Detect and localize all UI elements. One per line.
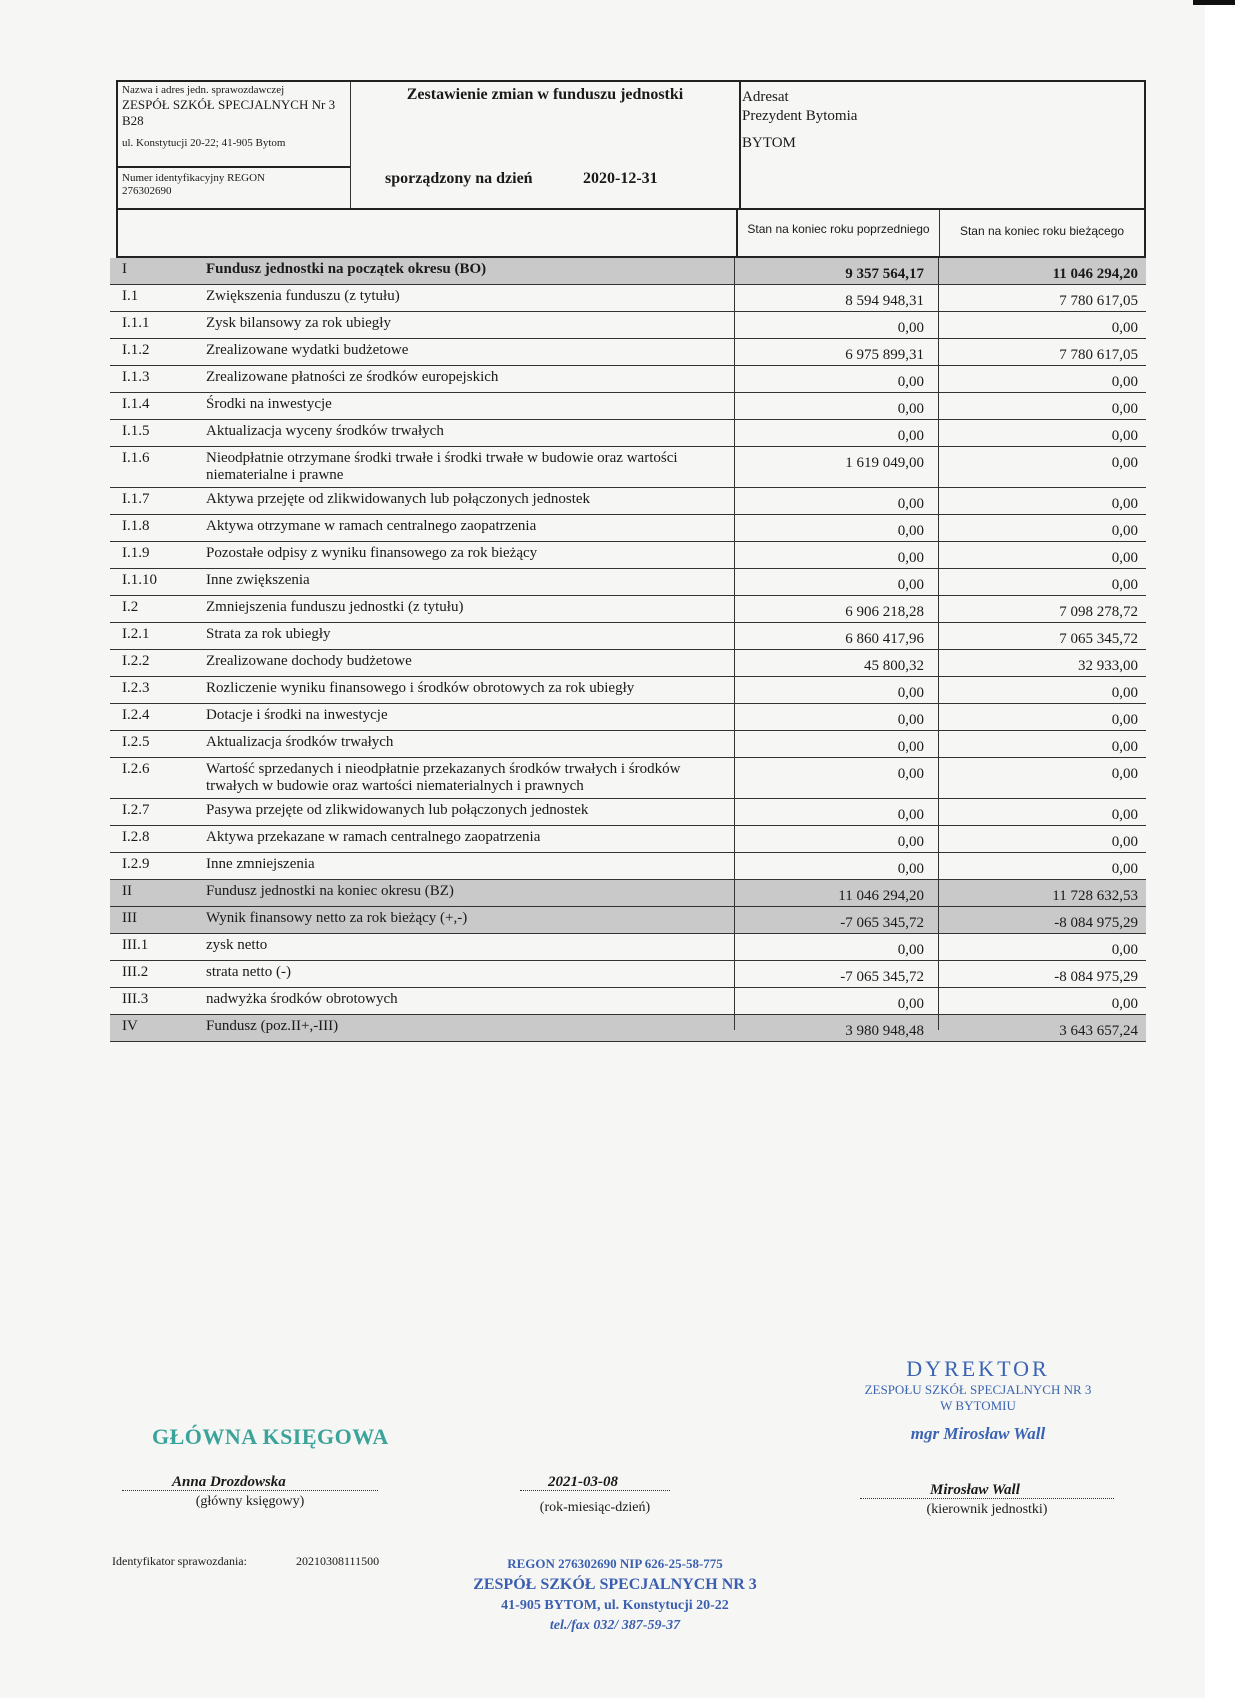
row-id: I.1.5: [122, 423, 150, 439]
row-value-prev: 0,00: [897, 550, 924, 566]
school-stamp: [470, 1556, 760, 1634]
row-value-prev: 0,00: [897, 320, 924, 336]
row-value-curr: 7 780 617,05: [1059, 293, 1138, 309]
row-value-prev: 0,00: [897, 496, 924, 512]
table-row: [110, 704, 1146, 731]
table-row: [110, 420, 1146, 447]
table-row: [110, 799, 1146, 826]
table-row: [110, 515, 1146, 542]
report-id-value: 20210308111500: [296, 1554, 380, 1568]
accountant-name: Anna Drozdowska: [172, 1474, 286, 1490]
row-value-prev: 0,00: [897, 712, 924, 728]
table-row: [110, 934, 1146, 961]
director-stamp-name: mgr Mirosław Wall: [910, 1424, 1046, 1443]
row-value-curr: 7 780 617,05: [1059, 347, 1138, 363]
row-description: zysk netto: [206, 937, 268, 953]
row-description: Zysk bilansowy za rok ubiegły: [206, 315, 391, 331]
row-description: Inne zwiększenia: [206, 572, 310, 588]
row-value-curr: 0,00: [1111, 807, 1138, 823]
row-value-curr: 3 643 657,24: [1059, 1023, 1138, 1039]
row-value-prev: 9 357 564,17: [845, 266, 924, 282]
date-caption: (rok-miesiąc-dzień): [539, 1500, 651, 1515]
fund-table: [110, 258, 1146, 1042]
row-value-prev: 0,00: [897, 807, 924, 823]
row-description: Inne zmniejszenia: [206, 856, 315, 872]
scan-mark: [1193, 0, 1235, 5]
row-id: III: [122, 910, 137, 926]
row-id: I.2.8: [122, 829, 150, 845]
table-row: [110, 826, 1146, 853]
table-row: [110, 880, 1146, 907]
row-description: Nieodpłatnie otrzymane środki trwałe i środki trwałe w budowie oraz wartości niematerialne i prawne: [206, 450, 678, 483]
table-row: [110, 366, 1146, 393]
table-row: [110, 961, 1146, 988]
row-description: Aktywa przekazane w ramach centralnego zaopatrzenia: [206, 829, 541, 845]
row-value-curr: 0,00: [1111, 320, 1138, 336]
row-id: I.1.8: [122, 518, 150, 534]
row-id: I.2.9: [122, 856, 150, 872]
director-stamp-school: ZESPOŁU SZKÓŁ SPECJALNYCH NR 3: [864, 1382, 1092, 1397]
table-row: [110, 488, 1146, 515]
report-title: Zestawienie zmian w funduszu jednostki: [406, 86, 684, 103]
page-edge: [1205, 0, 1235, 1698]
row-value-curr: 0,00: [1111, 766, 1138, 782]
report-id-label: Identyfikator sprawozdania:: [112, 1554, 247, 1568]
row-id: I.1: [122, 288, 139, 304]
column-header-row: [116, 208, 1146, 258]
column-header-curr: Stan na koniec roku bieżącego: [959, 224, 1125, 238]
school-stamp-phone: tel./fax 032/ 387-59-37: [549, 1618, 681, 1633]
row-id: I.2.5: [122, 734, 150, 750]
signature-date: 2021-03-08: [548, 1474, 618, 1490]
row-value-prev: 6 975 899,31: [845, 347, 924, 363]
addressee-block: [742, 88, 857, 153]
addressee-name: Prezydent Bytomia: [742, 108, 858, 124]
table-row: [110, 285, 1146, 312]
row-id: I.1.4: [122, 396, 150, 412]
row-value-curr: 0,00: [1111, 496, 1138, 512]
row-value-curr: 0,00: [1111, 374, 1138, 390]
prepared-label: sporządzony na dzień: [385, 170, 533, 187]
table-row: [110, 393, 1146, 420]
table-row: [110, 312, 1146, 339]
accountant-caption: (główny księgowy): [195, 1494, 305, 1509]
row-value-prev: 0,00: [897, 942, 924, 958]
row-value-curr: 7 065 345,72: [1059, 631, 1138, 647]
row-value-prev: -7 065 345,72: [840, 915, 924, 931]
regon-value: 276302690: [122, 185, 172, 197]
row-value-curr: 0,00: [1111, 428, 1138, 444]
addressee-label: Adresat: [742, 89, 789, 105]
director-stamp: [848, 1356, 1108, 1444]
row-description: Dotacje i środki na inwestycje: [206, 707, 388, 723]
row-description: strata netto (-): [206, 964, 291, 980]
row-description: Pozostałe odpisy z wyniku finansowego za rok bieżący: [206, 545, 538, 561]
row-id: I.2.6: [122, 761, 150, 777]
row-value-prev: 1 619 049,00: [845, 455, 924, 471]
row-description: Fundusz jednostki na początek okresu (BO): [206, 261, 487, 277]
table-row: [110, 339, 1146, 366]
entity-block: [118, 82, 351, 210]
row-value-curr: 11 728 632,53: [1052, 888, 1138, 904]
row-value-prev: 0,00: [897, 739, 924, 755]
report-header: [116, 80, 1146, 210]
row-value-prev: -7 065 345,72: [840, 969, 924, 985]
row-description: Fundusz jednostki na koniec okresu (BZ): [206, 883, 454, 899]
row-id: I.1.10: [122, 572, 157, 588]
row-value-prev: 0,00: [897, 577, 924, 593]
accountant-stamp: GŁÓWNA KSIĘGOWA: [152, 1424, 389, 1449]
row-id: I.1.6: [122, 450, 150, 466]
row-value-curr: 0,00: [1111, 996, 1138, 1012]
table-row: [110, 853, 1146, 880]
entity-label: Nazwa i adres jedn. sprawozdawczej: [122, 84, 285, 96]
row-id: I.1.2: [122, 342, 150, 358]
row-id: I: [122, 261, 127, 277]
entity-box: [118, 82, 350, 168]
table-row: [110, 623, 1146, 650]
row-value-curr: 11 046 294,20: [1052, 266, 1138, 282]
row-description: Środki na inwestycje: [206, 396, 332, 412]
row-value-curr: 0,00: [1111, 523, 1138, 539]
row-value-prev: 0,00: [897, 374, 924, 390]
row-value-prev: 3 980 948,48: [845, 1023, 924, 1039]
row-value-prev: 6 860 417,96: [845, 631, 924, 647]
table-row: [110, 258, 1146, 285]
row-description: Zmniejszenia funduszu jednostki (z tytułu): [206, 599, 464, 615]
row-id: I.1.7: [122, 491, 150, 507]
row-description: Zrealizowane wydatki budżetowe: [206, 342, 409, 358]
table-row: [110, 569, 1146, 596]
row-description: Aktywa otrzymane w ramach centralnego zaopatrzenia: [206, 518, 537, 534]
row-id: II: [122, 883, 132, 899]
row-value-curr: 7 098 278,72: [1059, 604, 1138, 620]
table-row: [110, 1015, 1146, 1042]
row-id: I.1.1: [122, 315, 150, 331]
row-description: Zrealizowane dochody budżetowe: [206, 653, 412, 669]
row-value-curr: 0,00: [1111, 712, 1138, 728]
table-row: [110, 988, 1146, 1015]
row-description: Zwiększenia funduszu (z tytułu): [206, 288, 400, 304]
row-value-prev: 0,00: [897, 861, 924, 877]
row-value-prev: 11 046 294,20: [838, 888, 924, 904]
row-id: I.2.1: [122, 626, 150, 642]
row-value-prev: 0,00: [897, 996, 924, 1012]
entity-name: ZESPÓŁ SZKÓŁ SPECJALNYCH Nr 3 B28: [122, 97, 336, 128]
table-row: [110, 677, 1146, 704]
row-id: III.1: [122, 937, 149, 953]
table-row: [110, 907, 1146, 934]
row-id: I.2.3: [122, 680, 150, 696]
row-description: nadwyżka środków obrotowych: [206, 991, 398, 1007]
column-header-prev: Stan na koniec roku poprzedniego: [736, 210, 940, 256]
prepared-date: 2020-12-31: [583, 170, 658, 187]
regon-label: Numer identyfikacyjny REGON: [122, 172, 265, 184]
row-description: Wartość sprzedanych i nieodpłatnie przekazanych środków trwałych i środków trwałych w budowie oraz wartości niematerialnych i prawnych: [206, 761, 681, 794]
row-id: IV: [122, 1018, 138, 1034]
row-id: I.1.3: [122, 369, 150, 385]
row-value-curr: 0,00: [1111, 834, 1138, 850]
addressee-city: BYTOM: [742, 135, 796, 151]
school-stamp-name: ZESPÓŁ SZKÓŁ SPECJALNYCH NR 3: [473, 1576, 757, 1593]
column-divider: [938, 258, 939, 1030]
row-value-prev: 8 594 948,31: [845, 293, 924, 309]
row-value-prev: 0,00: [897, 401, 924, 417]
director-name: Mirosław Wall: [930, 1482, 1020, 1498]
row-value-curr: 0,00: [1111, 685, 1138, 701]
table-row: [110, 758, 1146, 799]
row-id: III.3: [122, 991, 149, 1007]
row-id: III.2: [122, 964, 149, 980]
row-value-prev: 0,00: [897, 685, 924, 701]
table-row: [110, 650, 1146, 677]
row-description: Aktywa przejęte od zlikwidowanych lub połączonych jednostek: [206, 491, 591, 507]
row-description: Rozliczenie wyniku finansowego i środków obrotowych za rok ubiegły: [206, 680, 635, 696]
director-caption: (kierownik jednostki): [926, 1502, 1048, 1517]
row-value-prev: 6 906 218,28: [845, 604, 924, 620]
row-description: Zrealizowane płatności ze środków europejskich: [206, 369, 499, 385]
director-stamp-title: DYREKTOR: [906, 1356, 1050, 1381]
row-id: I.2.2: [122, 653, 150, 669]
row-value-curr: 0,00: [1111, 942, 1138, 958]
row-value-curr: -8 084 975,29: [1054, 915, 1138, 931]
row-description: Wynik finansowy netto za rok bieżący (+,-): [206, 910, 468, 926]
row-value-curr: 0,00: [1111, 739, 1138, 755]
table-row: [110, 731, 1146, 758]
school-stamp-address: 41-905 BYTOM, ul. Konstytucji 20-22: [501, 1598, 729, 1613]
row-value-prev: 0,00: [897, 428, 924, 444]
school-stamp-ids: REGON 276302690 NIP 626-25-58-775: [507, 1556, 723, 1571]
row-value-curr: 0,00: [1111, 577, 1138, 593]
row-value-prev: 0,00: [897, 523, 924, 539]
director-stamp-city: W BYTOMIU: [940, 1398, 1016, 1413]
row-description: Pasywa przejęte od zlikwidowanych lub połączonych jednostek: [206, 802, 589, 818]
row-description: Aktualizacja środków trwałych: [206, 734, 394, 750]
row-value-curr: 0,00: [1111, 550, 1138, 566]
entity-address: ul. Konstytucji 20-22; 41-905 Bytom: [122, 137, 286, 149]
column-divider: [734, 258, 735, 1030]
table-row: [110, 447, 1146, 488]
regon-box: [118, 170, 350, 210]
row-value-curr: 32 933,00: [1078, 658, 1138, 674]
row-value-curr: -8 084 975,29: [1054, 969, 1138, 985]
row-value-prev: 0,00: [897, 766, 924, 782]
row-value-curr: 0,00: [1111, 401, 1138, 417]
row-description: Aktualizacja wyceny środków trwałych: [206, 423, 444, 439]
title-block: [351, 82, 741, 210]
row-value-curr: 0,00: [1111, 861, 1138, 877]
row-description: Fundusz (poz.II+,-III): [206, 1018, 339, 1034]
table-row: [110, 542, 1146, 569]
table-row: [110, 596, 1146, 623]
row-description: Strata za rok ubiegły: [206, 626, 331, 642]
row-value-curr: 0,00: [1111, 455, 1138, 471]
row-value-prev: 45 800,32: [864, 658, 924, 674]
row-id: I.1.9: [122, 545, 150, 561]
row-id: I.2.7: [122, 802, 150, 818]
row-id: I.2: [122, 599, 139, 615]
row-id: I.2.4: [122, 707, 150, 723]
row-value-prev: 0,00: [897, 834, 924, 850]
